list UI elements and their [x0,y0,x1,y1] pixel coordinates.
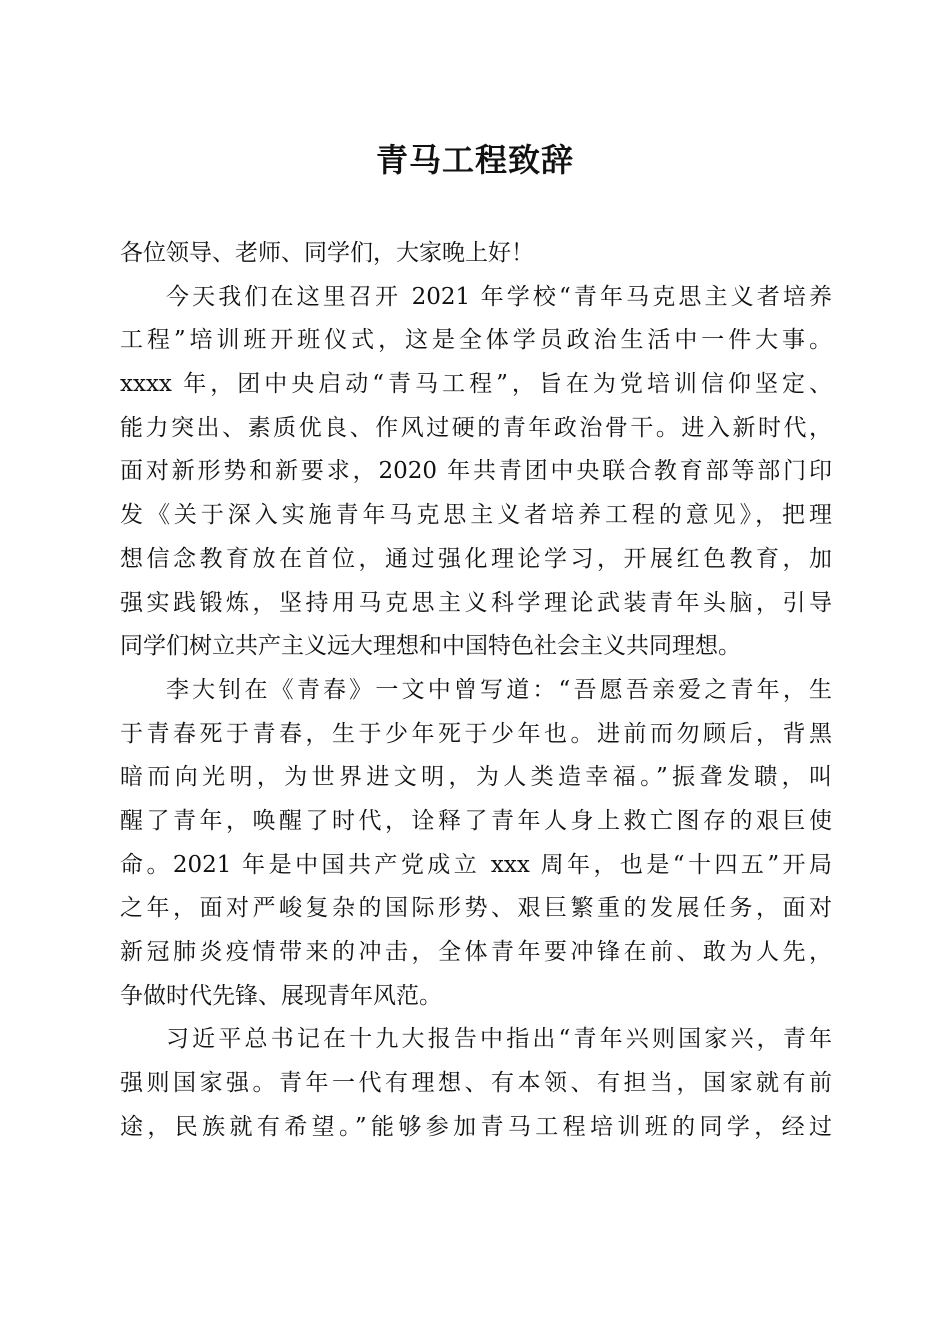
paragraph-line: xxxx 年，团中央启动“青马工程”，旨在为党培训信仰坚定、 [120,371,832,398]
paragraph-line: 能力突出、素质优良、作风过硬的青年政治骨干。进入新时代， [120,414,832,441]
paragraph-line: 争做时代先锋、展现青年风范。 [120,982,442,1009]
paragraph-3 [120,1018,832,1149]
paragraph-line: 命。2021 年是中国共产党成立 xxx 周年，也是“十四五”开局 [120,851,832,878]
paragraph-line: 想信念教育放在首位，通过强化理论学习，开展红色教育，加 [120,545,832,572]
paragraph-line: 暗而向光明，为世界进文明，为人类造幸福。”振聋发聩，叫 [120,764,832,791]
paragraph-2 [120,669,832,1019]
paragraph-1 [120,276,832,669]
paragraph-line: 工程”培训班开班仪式，这是全体学员政治生活中一件大事。 [120,327,832,354]
paragraph-line: 今天我们在这里召开 2021 年学校“青年马克思主义者培养 [166,283,832,310]
paragraph-line: 新冠肺炎疫情带来的冲击，全体青年要冲锋在前、敢为人先， [120,939,832,965]
paragraph-line: 面对新形势和新要求，2020 年共青团中央联合教育部等部门印 [120,458,832,485]
greeting-line: 各位领导、老师、同学们，大家晚上好！ [120,240,534,266]
paragraph-line: 醒了青年，唤醒了时代，诠释了青年人身上救亡图存的艰巨使 [120,807,832,834]
paragraph-line: 途，民族就有希望。”能够参加青马工程培训班的同学，经过 [120,1113,832,1140]
paragraph-line: 同学们树立共产主义远大理想和中国特色社会主义共同理想。 [120,633,741,660]
document-body [120,232,832,1149]
document-title: 青马工程致辞 [375,141,574,179]
paragraph-line: 之年，面对严峻复杂的国际形势、艰巨繁重的发展任务，面对 [120,895,832,922]
paragraph-line: 李大钊在《青春》一文中曾写道：“吾愿吾亲爱之青年，生 [166,676,832,703]
paragraph-line: 发《关于深入实施青年马克思主义者培养工程的意见》，把理 [120,502,832,529]
paragraph-line: 于青春死于青春，生于少年死于少年也。进前而勿顾后，背黑 [120,720,832,747]
paragraph-line: 习近平总书记在十九大报告中指出“青年兴则国家兴，青年 [166,1026,832,1053]
paragraph-line: 强则国家强。青年一代有理想、有本领、有担当，国家就有前 [120,1070,832,1097]
paragraph-line: 强实践锻炼，坚持用马克思主义科学理论武装青年头脑，引导 [120,589,832,616]
